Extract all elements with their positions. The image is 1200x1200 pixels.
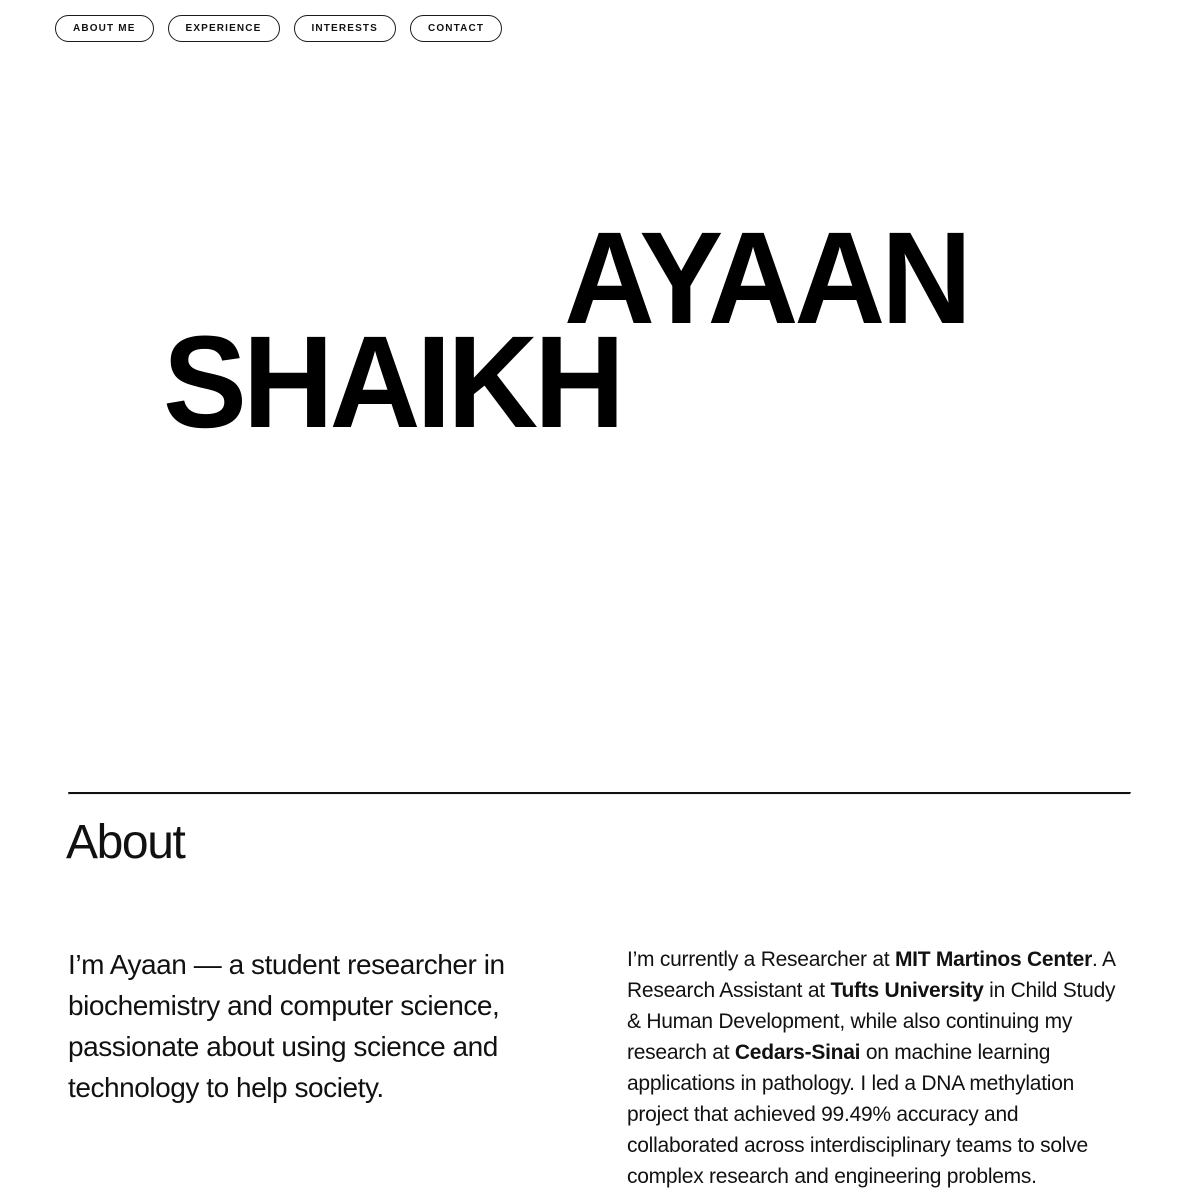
about-body-bold-mit: MIT Martinos Center bbox=[894, 948, 1093, 971]
about-body-bold-cedars-sinai: Cedars-Sinai bbox=[734, 1041, 861, 1064]
nav-pill-interests[interactable]: INTERESTS bbox=[294, 15, 396, 42]
about-section bbox=[0, 944, 1200, 1192]
nav-pill-about-me[interactable]: ABOUT ME bbox=[55, 15, 154, 42]
main-navigation bbox=[55, 15, 502, 42]
about-column-left bbox=[68, 944, 568, 1108]
hero-title bbox=[0, 196, 1200, 455]
hero-first-name: AYAAN bbox=[564, 204, 968, 351]
about-body-text-1: I’m currently a Researcher at bbox=[627, 948, 895, 971]
about-column-right bbox=[627, 944, 1132, 1192]
nav-pill-contact[interactable]: CONTACT bbox=[410, 15, 502, 42]
hero-last-name: SHAIKH bbox=[163, 308, 621, 455]
nav-pill-experience[interactable]: EXPERIENCE bbox=[168, 15, 280, 42]
about-body-bold-tufts: Tufts University bbox=[830, 979, 984, 1002]
about-body-text-4: on machine learning applications in pathology. I led a DNA methylation project that achieved 99.49% accuracy and collaborated across interdisciplinary teams to solve complex research and engineering problems. bbox=[627, 1041, 1088, 1188]
about-body-paragraph bbox=[627, 944, 1132, 1192]
about-body-text-3: in Child Study & Human Development, while also continuing my research at bbox=[627, 979, 1116, 1064]
page-title-about: About bbox=[66, 816, 185, 869]
about-body-text-2: . A Research Assistant at bbox=[627, 948, 1115, 1002]
section-divider bbox=[68, 792, 1131, 795]
about-lead-paragraph: I’m Ayaan — a student researcher in biochemistry and computer science, passionate about using science and technology to help society. bbox=[68, 949, 505, 1103]
